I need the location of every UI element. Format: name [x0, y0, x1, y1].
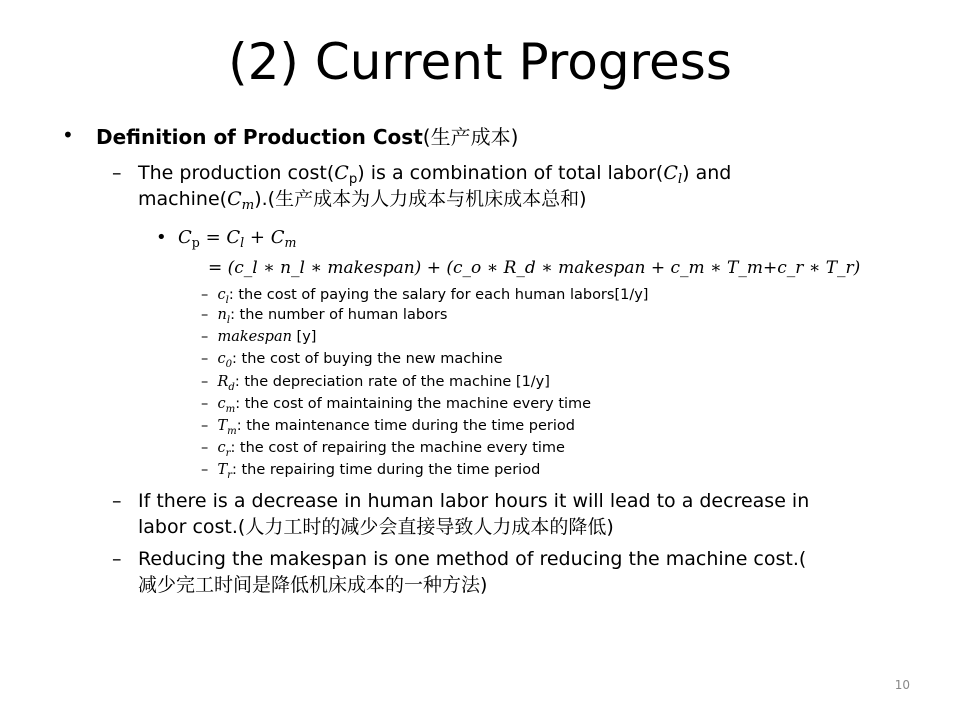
dash-marker: – — [201, 287, 209, 303]
cp-sub: p — [348, 172, 358, 187]
production-cost-line2 — [138, 186, 587, 219]
section-heading-text: Definition of Production Cost — [96, 125, 423, 149]
page-number: 10 — [894, 678, 910, 692]
definition-item — [201, 395, 591, 419]
def-sub: 0 — [225, 359, 233, 370]
formula-line2: = (c_l ∗ n_l ∗ makespan) + (c_o ∗ R_d ∗ makespan + c_m ∗ T_m+c_r ∗ T_r) — [208, 258, 861, 278]
definition-item — [201, 417, 575, 441]
dash-marker: – — [201, 462, 209, 478]
definition-item — [201, 439, 565, 463]
def-symbol: c — [217, 440, 226, 456]
dash-marker: – — [201, 418, 209, 434]
slide-title: (2) Current Progress — [228, 33, 732, 91]
dash-marker: – — [201, 396, 209, 412]
pc-text-b: ) is a combination of total labor( — [357, 162, 664, 184]
def-symbol: c — [217, 351, 226, 367]
dash-marker: – — [201, 329, 209, 345]
cl-sub: l — [677, 172, 683, 187]
def-sub: d — [228, 382, 235, 393]
def-symbol: n — [217, 307, 227, 323]
section-heading — [96, 124, 518, 150]
dash-marker: – — [201, 374, 209, 390]
cm-sub: m — [241, 198, 255, 213]
bullet-marker: • — [156, 227, 167, 248]
dash-marker: – — [112, 490, 122, 512]
dash-marker: – — [201, 351, 209, 367]
dash-marker: – — [201, 440, 209, 456]
def-sub: m — [227, 426, 237, 437]
def-text: : the cost of maintaining the machine every time — [235, 396, 592, 412]
def-symbol: c — [217, 396, 226, 412]
def-symbol: c — [217, 287, 226, 303]
def-sub: r — [225, 448, 231, 459]
cm-symbol: C — [227, 188, 242, 210]
point-line: If there is a decrease in human labor hours it will lead to a decrease in — [138, 490, 810, 512]
def-sub: r — [227, 470, 232, 481]
def-text: : the cost of repairing the machine every time — [230, 440, 565, 456]
def-text: : the maintenance time during the time period — [236, 418, 575, 434]
f1-cp-sub: p — [191, 235, 200, 250]
dash-marker: – — [112, 548, 122, 570]
def-sub: m — [225, 404, 236, 415]
def-text: : the number of human labors — [230, 307, 448, 323]
section-heading-cn: (生产成本) — [422, 125, 519, 149]
definition-item — [201, 306, 447, 330]
def-text: : the cost of buying the new machine — [232, 351, 503, 367]
pc-text-e: ).(生产成本为人力成本与机床成本总和) — [254, 188, 587, 210]
cp-symbol: C — [334, 162, 349, 184]
point-makespan — [138, 546, 806, 598]
def-sub: l — [225, 295, 229, 306]
f1-cl: = C — [199, 227, 241, 248]
definition-item — [201, 373, 550, 397]
point-line: labor cost.(人力工时的减少会直接导致人力成本的降低) — [138, 516, 614, 538]
definition-item — [201, 461, 540, 485]
def-symbol: T — [217, 462, 228, 478]
cl-symbol: C — [663, 162, 678, 184]
formula-line1 — [178, 226, 296, 255]
def-sub: l — [226, 315, 231, 326]
pc-text-d: machine( — [138, 188, 228, 210]
def-text: : the depreciation rate of the machine [1/y] — [234, 374, 550, 390]
dash-marker: – — [201, 307, 209, 323]
dash-marker: – — [112, 162, 122, 184]
definition-item — [201, 350, 503, 374]
f1-cp: C — [178, 227, 192, 248]
point-line: Reducing the makespan is one method of reducing the machine cost.( — [138, 548, 807, 570]
f1-cl-sub: l — [240, 235, 245, 250]
def-symbol: makespan — [217, 329, 292, 345]
def-text: [y] — [291, 329, 317, 345]
pc-text-c: ) and — [682, 162, 732, 184]
pc-text-a: The production cost( — [138, 162, 335, 184]
point-labor-hours — [138, 488, 809, 540]
def-symbol: R — [217, 374, 229, 390]
f1-cm-sub: m — [284, 235, 297, 250]
def-text: : the repairing time during the time period — [231, 462, 541, 478]
definition-item — [201, 328, 316, 346]
def-text: : the cost of paying the salary for each human labors[1/y] — [228, 287, 649, 303]
point-line: 减少完工时间是降低机床成本的一种方法) — [138, 574, 488, 596]
f1-cm: + C — [244, 227, 285, 248]
def-symbol: T — [217, 418, 228, 434]
bullet-marker: • — [62, 123, 74, 147]
